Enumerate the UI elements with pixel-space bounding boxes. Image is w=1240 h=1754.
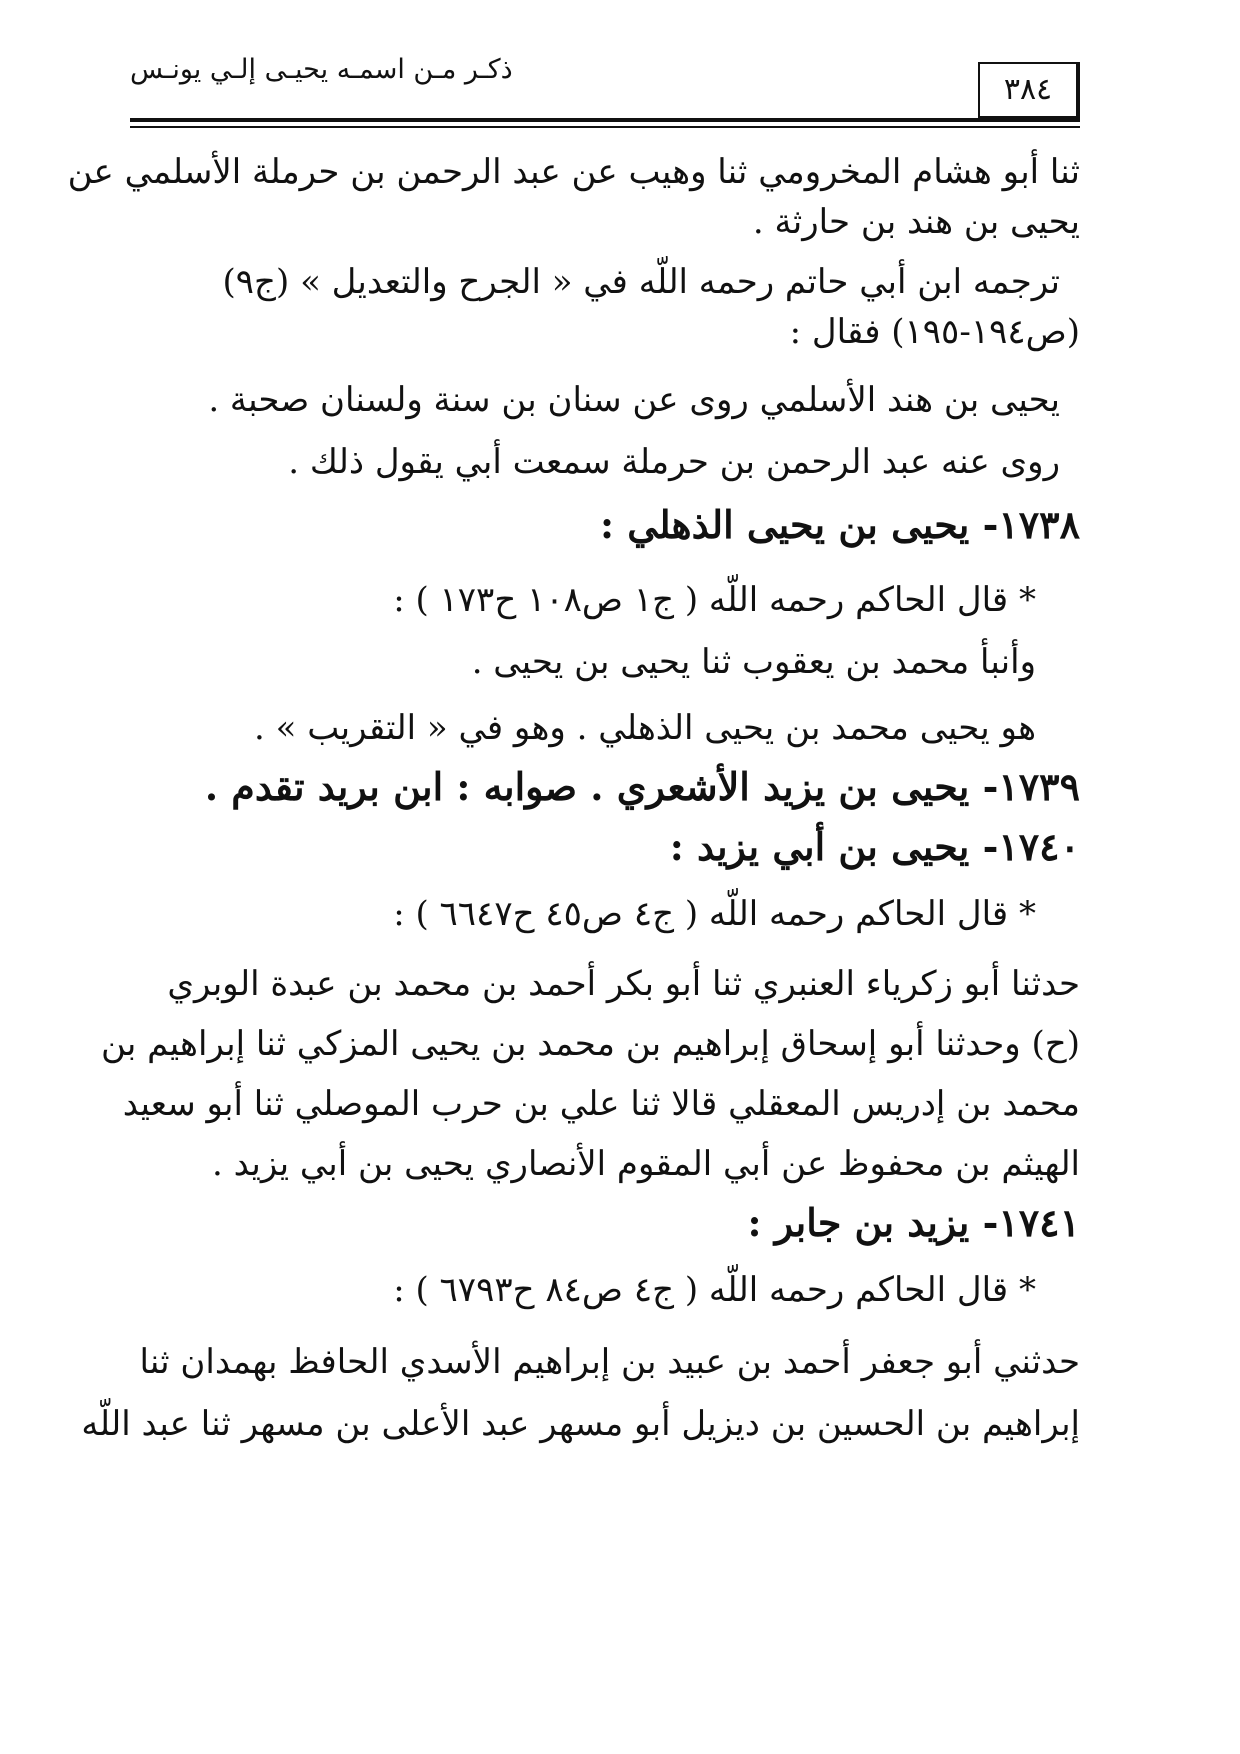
entry-heading-1741: ١٧٤١- يزيد بن جابر : (747, 1200, 1080, 1245)
text-line: * قال الحاكم رحمه اللّه ( ج١ ص١٠٨ ح١٧٣ ) : (393, 580, 1036, 620)
text-line: إبراهيم بن الحسين بن ديزيل أبو مسهر عبد الأعلى بن مسهر ثنا عبد اللّه (81, 1404, 1080, 1444)
text-line: ثنا أبو هشام المخرومي ثنا وهيب عن عبد الرحمن بن حرملة الأسلمي عن (67, 152, 1080, 192)
page-number: ٣٨٤ (978, 62, 1080, 118)
entry-heading-1738: ١٧٣٨- يحيى بن يحيى الذهلي : (600, 502, 1080, 547)
text-line: حدثني أبو جعفر أحمد بن عبيد بن إبراهيم الأسدي الحافظ بهمدان ثنا (139, 1342, 1080, 1382)
running-title: ذكـر مـن اسمـه يحيـى إلـي يونـس (130, 54, 513, 85)
header-rule-thin (130, 126, 1080, 128)
text-line: وأنبأ محمد بن يعقوب ثنا يحيى بن يحيى . (471, 642, 1036, 682)
text-line: * قال الحاكم رحمه اللّه ( ج٤ ص٨٤ ح٦٧٩٣ ) : (393, 1270, 1036, 1310)
page-header (130, 50, 1080, 130)
text-line: الهيثم بن محفوظ عن أبي المقوم الأنصاري يحيى بن أبي يزيد . (211, 1144, 1080, 1184)
text-line: محمد بن إدريس المعقلي قالا ثنا علي بن حرب الموصلي ثنا أبو سعيد (122, 1084, 1080, 1124)
text-line: (ح) وحدثنا أبو إسحاق إبراهيم بن محمد بن يحيى المزكي ثنا إبراهيم بن (100, 1024, 1080, 1064)
header-rule-thick (130, 118, 1080, 122)
text-line: ترجمه ابن أبي حاتم رحمه اللّه في « الجرح والتعديل » (ج٩) (222, 262, 1060, 302)
text-line: روى عنه عبد الرحمن بن حرملة سمعت أبي يقول ذلك . (288, 442, 1060, 482)
text-line: هو يحيى محمد بن يحيى الذهلي . وهو في « التقريب » . (254, 708, 1036, 748)
entry-heading-1739: ١٧٣٩- يحيى بن يزيد الأشعري . صوابه : ابن بريد تقدم . (204, 764, 1080, 809)
text-line: (ص١٩٤-١٩٥) فقال : (789, 312, 1080, 352)
text-line: * قال الحاكم رحمه اللّه ( ج٤ ص٤٥ ح٦٦٤٧ ) : (393, 894, 1036, 934)
text-line: يحيى بن هند بن حارثة . (752, 202, 1080, 242)
text-line: يحيى بن هند الأسلمي روى عن سنان بن سنة ولسنان صحبة . (208, 380, 1060, 420)
entry-heading-1740: ١٧٤٠- يحيى بن أبي يزيد : (669, 824, 1080, 869)
text-line: حدثنا أبو زكرياء العنبري ثنا أبو بكر أحمد بن محمد بن عبدة الوبري (167, 964, 1080, 1004)
